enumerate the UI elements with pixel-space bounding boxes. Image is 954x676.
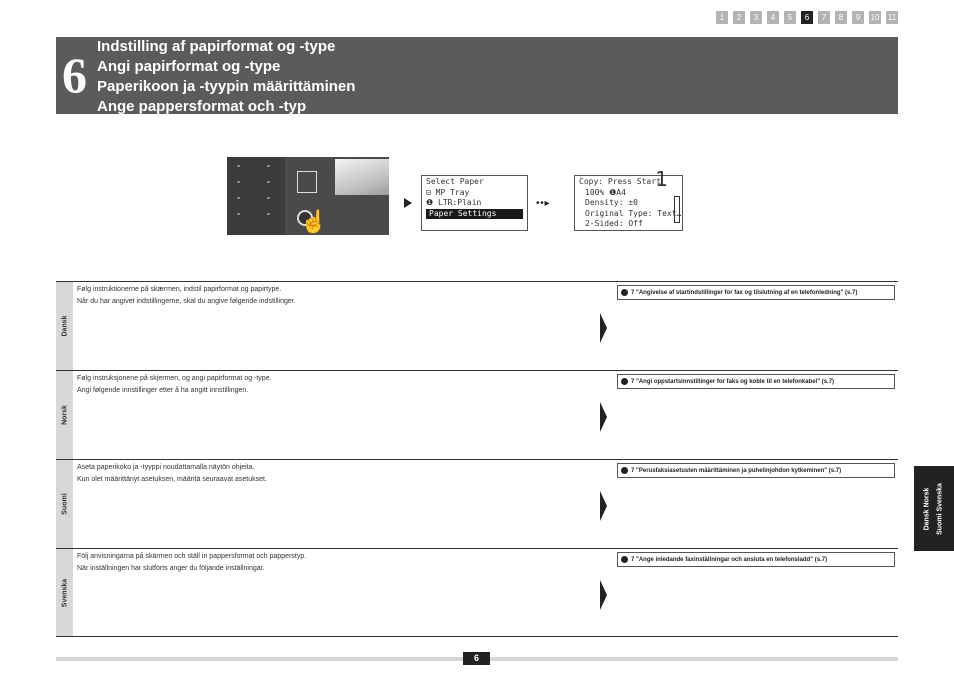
reference-icon xyxy=(621,467,628,474)
step-navigation xyxy=(716,11,898,24)
lcd2-density: Density: ±0 xyxy=(585,198,638,207)
lcd2-copy-count: 1 xyxy=(655,167,668,191)
step-link-5[interactable]: 5 xyxy=(784,11,796,24)
step-link-1[interactable]: 1 xyxy=(716,11,728,24)
lcd1-title: Select Paper xyxy=(426,177,484,186)
lcd2-zoom: 100% xyxy=(585,187,605,197)
next-arrow-icon xyxy=(600,402,607,432)
step-link-4[interactable]: 4 xyxy=(767,11,779,24)
lcd-select-paper xyxy=(421,175,528,231)
next-arrow-icon xyxy=(600,313,607,343)
instruction-line: Aseta paperikoko ja -tyyppi noudattamalla näytön ohjeita. xyxy=(77,464,255,471)
next-arrow-icon xyxy=(600,491,607,521)
step-link-8[interactable]: 8 xyxy=(835,11,847,24)
step-link-9[interactable]: 9 xyxy=(852,11,864,24)
page-number: 6 xyxy=(463,652,490,665)
next-arrow-icon xyxy=(600,580,607,610)
lcd2-size: A4 xyxy=(616,187,626,197)
section-language-label: Suomi xyxy=(61,493,68,515)
section-norsk xyxy=(56,370,898,459)
reference-icon xyxy=(621,289,628,296)
step-link-11[interactable]: 11 xyxy=(887,13,897,22)
title-suomi: Paperikoon ja -tyypin määrittäminen xyxy=(97,78,356,95)
instruction-line: Angi følgende innstillinger etter å ha angitt innstillingen. xyxy=(77,387,249,394)
step-link-10[interactable]: 10 xyxy=(870,13,880,22)
title-svenska: Ange pappersformat och -typ xyxy=(97,98,307,115)
tray-icon: ⊟ xyxy=(426,187,431,197)
instruction-line: Følg instruktionerne på skærmen, indstil papirformat og papirtype. xyxy=(77,286,282,293)
step-link-6-current[interactable]: 6 xyxy=(801,11,813,24)
drawer-icon: ❶ xyxy=(426,198,434,207)
step-link-2[interactable]: 2 xyxy=(733,11,745,24)
title-list xyxy=(97,37,355,117)
lcd1-ltr-plain: LTR:Plain xyxy=(438,198,482,207)
instruction-line: Følg instruksjonene på skjermen, og angi papirformat og -type. xyxy=(77,375,272,382)
reference-icon xyxy=(621,378,628,385)
lcd2-title: Copy: Press Start xyxy=(579,177,661,186)
lcd1-mp-tray: MP Tray xyxy=(435,187,470,197)
lcd2-scrollbar xyxy=(674,196,680,223)
step-link-3[interactable]: 3 xyxy=(750,11,762,24)
side-tab-languages-2: Suomi Svenska xyxy=(936,482,944,535)
lcd1-paper-settings: Paper Settings xyxy=(426,209,523,220)
instruction-line: Kun olet määrittänyt asetuksen, määritä seuraavat asetukset. xyxy=(77,476,267,483)
lcd2-original-type: Original Type: Text… xyxy=(585,208,682,218)
title-banner xyxy=(56,37,898,114)
pointing-hand-icon: ☝ xyxy=(300,209,328,234)
language-sections xyxy=(56,281,898,637)
section-svenska xyxy=(56,548,898,637)
reference-link[interactable]: 7 "Angi oppstartsinnstillinger for faks og koble til en telefonkabel" (s.7) xyxy=(617,374,895,389)
keypad-area xyxy=(227,157,285,235)
section-dansk xyxy=(56,281,898,370)
instruction-line: Följ anvisningarna på skärmen och ställ in pappersformat och papperstyp. xyxy=(77,553,307,560)
printer-icon xyxy=(297,171,317,193)
section-language-label: Svenska xyxy=(61,578,68,607)
lcd-copy-screen xyxy=(574,167,683,231)
panel-display xyxy=(335,159,389,195)
step-link-7[interactable]: 7 xyxy=(818,11,830,24)
control-panel-illustration xyxy=(227,157,389,235)
reference-link[interactable]: 7 "Perusfaksiasetusten määrittäminen ja puhelinjohdon kytkeminen" (s.7) xyxy=(617,463,895,478)
dotted-arrow-icon: • • ▸ xyxy=(536,198,549,209)
title-norsk: Angi papirformat og -type xyxy=(97,58,281,75)
play-arrow-icon xyxy=(404,198,412,208)
section-language-label: Dansk xyxy=(61,315,68,337)
drawer-icon: ❶ xyxy=(609,187,617,197)
side-tab-languages-1: Dansk Norsk xyxy=(923,487,931,530)
section-suomi xyxy=(56,459,898,548)
language-side-tab xyxy=(914,466,954,551)
reference-link[interactable]: 7 "Ange inledande faxinställningar och ansluta en telefonsladd" (s.7) xyxy=(617,552,895,567)
lcd2-two-sided: 2-Sided: Off xyxy=(585,219,643,228)
section-language-label: Norsk xyxy=(61,405,68,425)
step-number: 6 xyxy=(62,47,87,103)
title-dansk: Indstilling af papirformat og -type xyxy=(97,38,336,55)
reference-icon xyxy=(621,556,628,563)
reference-link[interactable]: 7 "Angivelse af startindstillinger for fax og tilslutning af en telefonledning" (s.7) xyxy=(617,285,895,300)
instruction-line: När inställningen har slutförts anger du följande inställningar. xyxy=(77,565,265,572)
instruction-line: Når du har angivet indstillingerne, skal du angive følgende indstillinger. xyxy=(77,298,296,305)
